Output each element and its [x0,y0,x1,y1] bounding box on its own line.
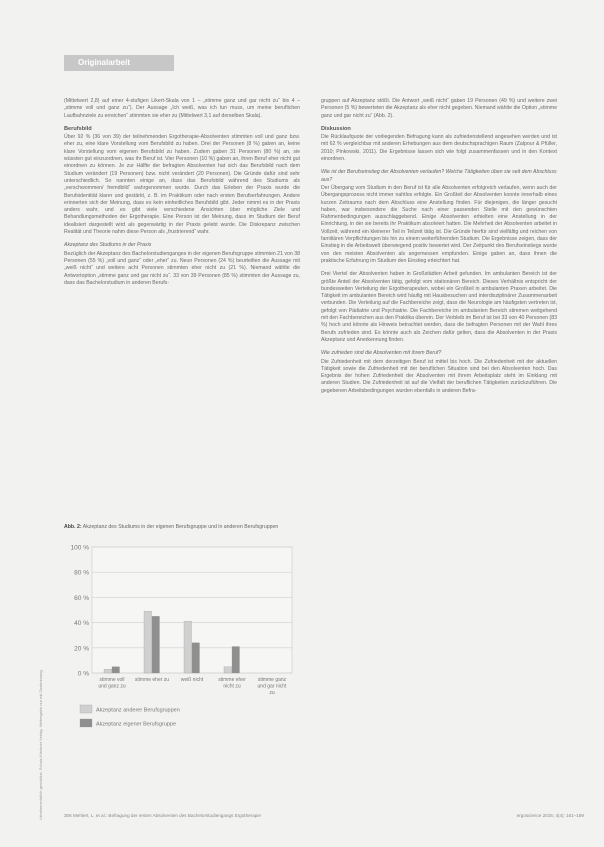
x-tick-label: weiß nicht [180,677,204,683]
x-tick-label: stimme voll [99,677,125,683]
right-heading: Diskussion [321,125,351,132]
right-paragraph: Drei Viertel der Absolventen haben in Großstädten Arbeit gefunden. Im ambulanten Bereich ist der größte Anteil der Absolventen tätig, gefolgt vom stationären Bereich. Dieses Verhältnis entspricht der bundesweiten Verteilung der Ergotherapeuten, wobei ein Großteil in ambulanten Praxen arbeitet. Die Tätigkeit im ambulanten Bereich wird häufig mit Hausbesuchen und interdisziplinärer Zusammenarbeit verbunden. Die Verteilung auf die Fachbereiche zeigt, dass die Neurologie am häufigsten vertreten ist, gefolgt von Pädiatrie und Psychiatrie. Die Fachbereiche im ambulanten Bereich stimmen weitgehend mit den Fachbereichen aus den Praktika überein. Der Verbleib im Beruf ist bei 33 von 40 Personen (83 %) hoch und könnte als Hinweis betrachtet werden, dass die befragten Personen mit der Wahl ihres Berufs zufrieden sind. Es könnte auch als Zeichen dafür gelten, dass die Absolventen in der Praxis Akzeptanz und Anerkennung finden. [321,271,557,343]
x-tick-label: und ganz zu [98,683,126,690]
figure-caption-text: Akzeptanz des Studiums in der eigenen Berufsgruppe und in anderen Berufsgruppen [82,524,279,530]
legend-label: Akzeptanz anderer Berufsgruppen [96,707,180,714]
section-label: Originalarbeit [64,55,174,71]
x-tick-label: stimme eher zu [134,677,170,683]
bar [224,667,232,673]
y-tick-label: 60 % [74,594,89,602]
x-tick-label: und gar nicht [257,683,287,690]
x-tick-label: stimme ganz [257,677,287,683]
legend-swatch [80,719,92,727]
legend-swatch [80,705,92,713]
copyright-side-note: Urheberrechtlich geschützt. Schulz-Kirchner Verlag. Weitergabe nur mit Zustimmung. [38,669,43,820]
figure-2 [64,524,300,774]
bar [232,647,240,673]
bar [192,643,200,673]
figure-caption [64,524,300,531]
figure-label: Abb. 2: [64,524,82,530]
bar [144,611,152,673]
right-paragraph: gruppen auf Akzeptanz stößt. Die Antwort „weiß nicht“ gaben 19 Personen (49 %) und weitere zwei Personen (5 %) bewerteten die Akzeptanz als eher nicht gegeben. Niemand wählte die Option „stimme ganz und gar nicht zu“ (Abb. 2). [321,98,557,119]
bar-chart [64,535,300,757]
right-heading: Wie zufrieden sind die Absolventen mit ihrem Beruf? [321,350,442,357]
footer-left: 306 Mehlert, L. et al.: Befragung der ersten Absolventen des Bachelorstudiengangs Ergotherapie [64,813,261,818]
left-paragraph: Über 92 % (36 von 39) der teilnehmenden Ergotherapie-Absolventen stimmten voll und ganz bzw. eher zu, eine klare Vorstellung vom Berufsbild zu haben. Drei der Personen (8 %) gaben an, keine klare Vorstellung vom eigenen Berufsbild zu haben. Zudem gaben 31 Personen (80 %) an, sie wüssten gut einzuordnen, was ihr Beruf ist. Vier Personen (10 %) gaben an, ihren Beruf eher nicht gut einordnen zu können. Je zur Hälfte der befragten Absolventen hat sich das Berufsbild nach dem Studium verändert (19 Personen) bzw. nicht verändert (20 Personen). Die Gründe dafür sind sehr unterschiedlich. So nannten einige an, dass das Berufsbild während des Studiums als „verschwommen/ fremdbild“ wahrgenommen wurde. Durch das Erleben der Praxis wurde die Berufsidentität klarer und gestärkt, z. B. im Praktikum oder nach ersten Berufserfahrungen. Andere erinnerten sich der Meinung, dass es kein einheitliches Berufsbild gibt. Jeder nimmt es in der Praxis anders wahr, und es gibt viele verschiedene Ansichten über mögliche Ziele und Behandlungsmethoden der Ergotherapie. Eine Person ist der Meinung, dass im Studium der Beruf idealisiert dargestellt wird als gegenwärtig in der Praxis gelebt wurde. Die Diskrepanz zwischen Realität und Theorie nahm diese Person als „frustrierend“ wahr. [64,134,300,236]
left-heading: Akzeptanz des Studiums in der Praxis [64,242,152,249]
bar [112,667,120,673]
x-tick-label: zu [269,690,275,696]
y-tick-label: 40 % [74,620,89,628]
right-paragraph: Der Übergang vom Studium in den Beruf ist für alle Absolventen erfolgreich verlaufen, wenn auch der Übergangsprozess nicht immer nahtlos erfolgte. Ein Großteil der Absolventen konnte innerhalb eines kurzen Zeitraums nach dem Abschluss eine Anstellung finden. Für diejenigen, die länger gesucht haben, war insbesondere die Suche nach einer passenden Stelle mit den gewünschten Rahmenbedingungen ausschlaggebend. Einige Absolventen erhielten eine Anstellung in der Einrichtung, in der sie bereits ihr Praktikum absolviert hatten. Die Mehrheit der Absolventen arbeitet in Vollzeit, während ein kleinerer Teil in Teilzeit tätig ist. Die Gründe hierfür sind vielfältig und reichen von familiären Verpflichtungen bis hin zu einem weiterführenden Studium. Die Ergebnisse zeigen, dass der Einstieg in die Arbeitswelt überwiegend positiv bewertet wird. Der Zeitpunkt des Berufseinstiegs wurde von den meisten Absolventen als angemessen empfunden. Einige gaben an, dass ihnen die praktische Erfahrung im Studium den Einstieg erleichtert hat. [321,184,557,264]
right-column [321,98,557,401]
legend-label: Akzeptanz eigener Berufsgruppe [96,721,177,728]
right-paragraph: Die Rücklaufquote der vorliegenden Befragung kann als zufriedenstellend angesehen werden und ist mit 62 % vergleichbar mit anderen Erhebungen aus dem deutschsprachigen Raum (Zalpour & Pfüller, 2010; Pinkowski, 2011). Die Ergebnisse lassen sich wie folgt zusammenfassen und in den Kontext einordnen. [321,134,557,163]
bar [184,621,192,673]
bar [152,616,160,673]
y-tick-label: 20 % [74,645,89,653]
left-paragraph: (Mittelwert 2,8) auf einer 4-stufigen Likert-Skala von 1 – „stimme ganz und gar nicht zu“ bis 4 – „stimme voll und ganz zu“). Der Aussage „Ich weiß, was ich tun muss, um meine beruflichen Laufbahnziele zu erreichen“ stimmten sie eher zu (Mittelwert 3,1 auf derselben Skala). [64,98,300,119]
left-heading: Berufsbild [64,125,92,132]
left-paragraph: Bezüglich der Akzeptanz des Bachelorstudienganges in der eigenen Berufsgruppe stimmten 21 von 38 Personen (55 %) „voll und ganz“ oder „eher“ zu. Neun Personen (24 %) beurteilten die Aussage mit „weiß nicht“ und weitere acht Personen stimmten eher nicht zu (21 %). Niemand wählte die Antwortoption „stimme ganz und gar nicht zu“. 33 von 39 Personen (85 %) stimmten der Aussage zu, dass das Bachelorstudium in anderen Berufs- [64,250,300,286]
right-paragraph: Die Zufriedenheit mit dem derzeitigen Beruf ist mittel bis hoch. Die Zufriedenheit mit der aktuellen Tätigkeit sowie die Zufriedenheit mit der beruflichen Situation sind bei den Absolventen hoch. Das Ergebnis der hohen Zufriedenheit der Absolventen mit ihrem Arbeitsplatz steht im Einklang mit anderen Studien. Die Zufriedenheit ist auf die Vielfalt der beruflichen Tätigkeiten zurückzuführen. Die gegebenen Arbeitsbedingungen wurden ebenfalls in anderen Befra- [321,358,557,394]
y-tick-label: 100 % [70,544,89,552]
left-column [64,98,300,293]
bar [104,669,112,673]
right-heading: Wie ist der Berufseinstieg der Absolventen verlaufen? Welche Tätigkeiten üben sie seit dem Abschluss aus? [321,169,557,183]
footer-right: ergoscience 2016; 4(4): 161–169 [516,813,584,818]
x-tick-label: stimme eher [218,677,246,683]
y-tick-label: 80 % [74,569,89,577]
y-tick-label: 0 % [77,670,89,678]
x-tick-label: nicht zu [223,683,241,690]
